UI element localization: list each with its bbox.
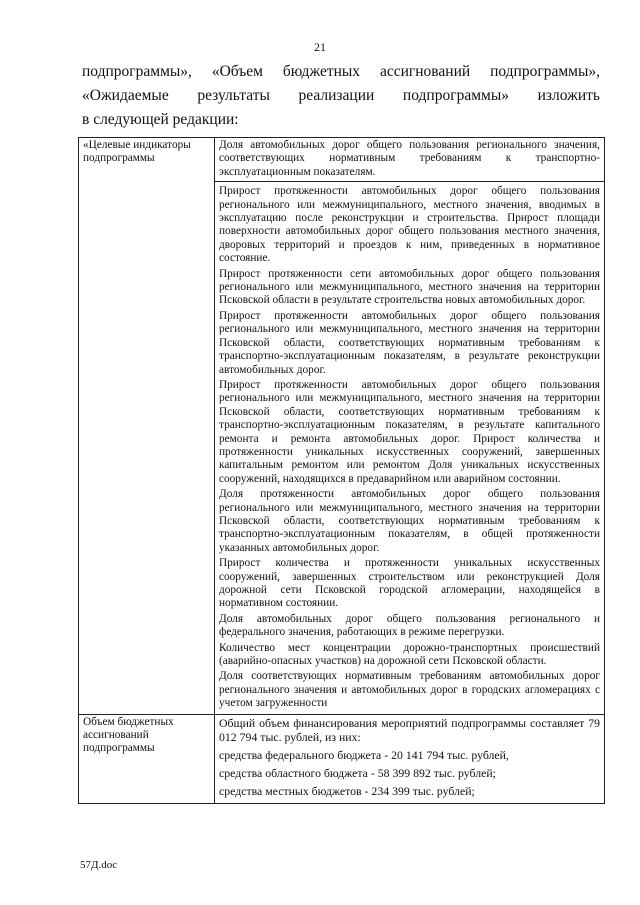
indicator-paragraph: Доля протяженности автомобильных дорог общего пользования регионального или межмуниципального, местного значения на территории Псковской области, соответствующих нормативным требованиям к транспортно-эксплуатационным показателям, в общей протяженности указанных автомобильных дорог. bbox=[219, 488, 600, 554]
budget-content bbox=[215, 714, 605, 803]
indicator-paragraph: Доля соответствующих нормативным требованиям автомобильных дорог регионального значения и автомобильных дорог в городских агломерациях с учетом загруженности bbox=[219, 670, 600, 710]
row-label-budget: Объем бюджетных ассигнований подпрограммы bbox=[79, 714, 215, 803]
intro-line-1: подпрограммы», «Объем бюджетных ассигнований подпрограммы», bbox=[82, 63, 600, 80]
indicator-paragraph: Доля автомобильных дорог общего пользования регионального значения, соответствующих нормативным требованиям к транспортно-эксплуатационным показателям. bbox=[215, 139, 604, 182]
indicator-paragraph: Прирост протяженности автомобильных дорог общего пользования регионального или межмуниципального, местного значения, вводимых в эксплуатацию после реконструкции и строительства. Прирост площади поверхности автомобильных дорог общего пользования местного значения, дворовых территорий и проездов к ним, приведенных в нормативное состояние. bbox=[219, 185, 600, 265]
budget-line: средства федерального бюджета - 20 141 794 тыс. рублей, bbox=[219, 747, 509, 762]
indicator-paragraph: Прирост протяженности сети автомобильных дорог общего пользования регионального или межмуниципального, местного значения на территории Псковской области в результате строительства новых автомобильных дорог. bbox=[219, 267, 600, 307]
table-row-budget bbox=[79, 714, 605, 803]
page-number: 21 bbox=[314, 40, 326, 54]
intro-line-3: в следующей редакции: bbox=[82, 111, 239, 128]
program-passport-table bbox=[78, 137, 605, 804]
indicator-paragraph: Доля автомобильных дорог общего пользования регионального и федерального значения, работающих в режиме перегрузки. bbox=[219, 612, 600, 639]
footer-filename: 57Д.doc bbox=[80, 859, 118, 871]
target-indicators-content bbox=[215, 138, 605, 715]
budget-line: средства областного бюджета - 58 399 892 тыс. рублей; bbox=[219, 765, 496, 780]
intro-line-2: «Ожидаемые результаты реализации подпрограммы» изложить bbox=[82, 87, 600, 104]
indicator-paragraph: Прирост количества и протяженности уникальных искусственных сооружений, завершенных строительством или реконструкцией Доля дорожной сети Псковской городской агломерации, находящейся в нормативном состоянии. bbox=[219, 557, 600, 610]
budget-line: средства местных бюджетов - 234 399 тыс. рублей; bbox=[219, 783, 475, 798]
intro-text bbox=[82, 60, 600, 132]
indicator-paragraph: Прирост протяженности автомобильных дорог общего пользования регионального или межмуниципального, местного значения на территории Псковской области, соответствующих нормативным требованиям к транспортно-эксплуатационным показателям, в результате реконструкции автомобильных дорог. bbox=[219, 309, 600, 376]
indicator-paragraph: Прирост протяженности автомобильных дорог общего пользования регионального или межмуниципального, местного значения на территории Псковской области, соответствующих нормативным требованиям к транспортно-эксплуатационным показателям, в результате капитального ремонта и ремонта автомобильных дорог. Прирост количества и протяженности уникальных искусственных сооружений, завершенных капитальным ремонтом или ремонтом Доля уникальных искусственных сооружений, находящихся в предаварийном или аварийном состоянии. bbox=[219, 378, 600, 485]
row-label-target-indicators: «Целевые индикаторы подпрограммы bbox=[79, 138, 215, 715]
table-row-target-indicators bbox=[79, 138, 605, 715]
indicator-paragraph: Количество мест концентрации дорожно-транспортных происшествий (аварийно-опасных участков) на дорожной сети Псковской области. bbox=[219, 641, 600, 668]
budget-line: Общий объем финансирования мероприятий подпрограммы составляет 79 012 794 тыс. рублей, из них: bbox=[219, 715, 600, 744]
